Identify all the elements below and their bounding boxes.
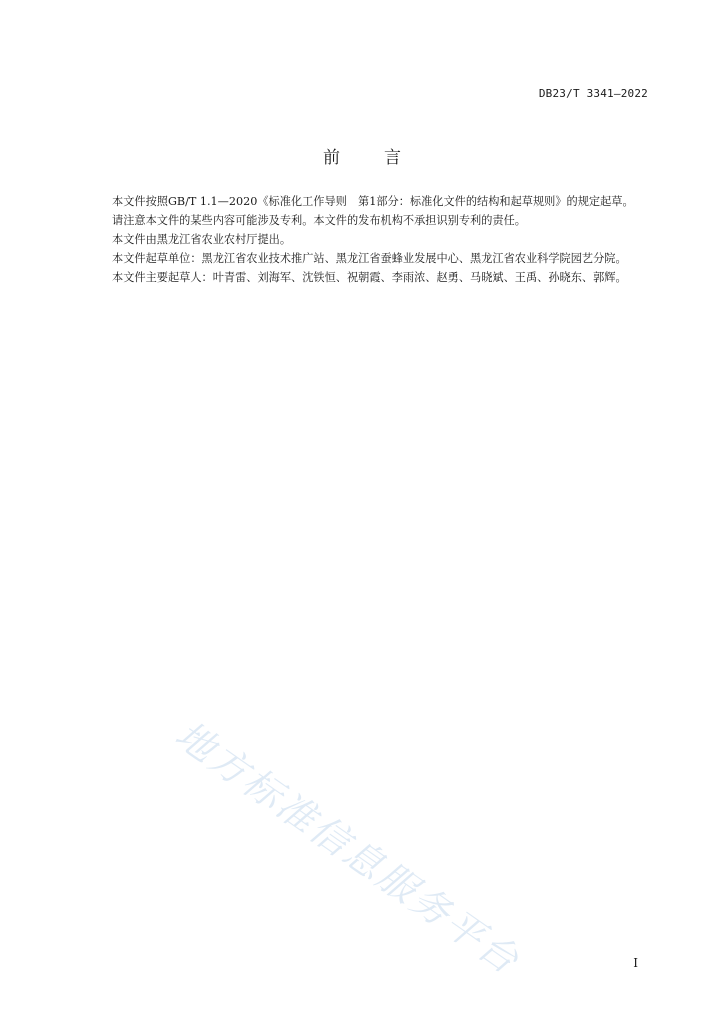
page-number: I [633, 956, 638, 970]
title-char-2: 言 [384, 148, 401, 168]
page-title [0, 143, 724, 168]
foreword-body [88, 192, 656, 287]
paragraph-patent-notice: 请注意本文件的某些内容可能涉及专利。本文件的发布机构不承担识别专利的责任。 [112, 214, 526, 227]
paragraph-drafting-units: 本文件起草单位：黑龙江省农业技术推广站、黑龙江省蚕蜂业发展中心、黑龙江省农业科学院园艺分院。 [112, 252, 627, 265]
paragraph-drafting-rules: 本文件按照GB/T 1.1—2020《标准化工作导则 第1部分：标准化文件的结构和起草规则》的规定起草。 [112, 195, 634, 208]
title-char-1: 前 [323, 148, 340, 168]
watermark: 地方标准信息服务平台 [167, 712, 529, 984]
document-code: DB23/T 3341—2022 [538, 87, 648, 100]
paragraph-drafters: 本文件主要起草人：叶青雷、刘海军、沈铁恒、祝朝霞、李雨浓、赵勇、马晓斌、王禹、孙晓东、郭辉。 [112, 271, 627, 284]
paragraph-proposer: 本文件由黑龙江省农业农村厅提出。 [112, 233, 292, 246]
